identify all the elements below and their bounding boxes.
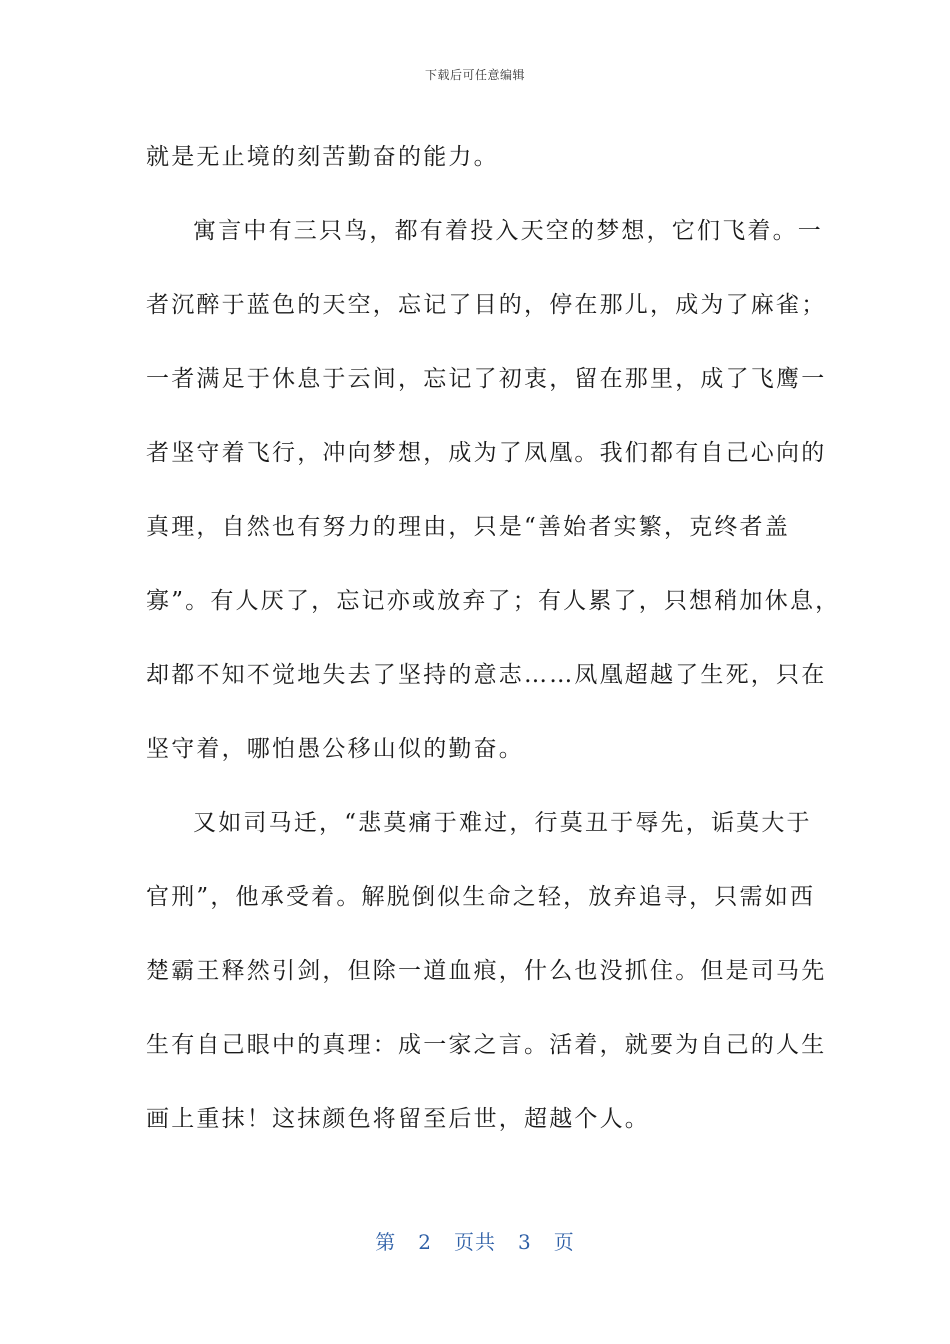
page-label-suffix: 页 [553,1230,575,1254]
text-line: 坚守着，哪怕愚公移山似的勤奋。 [146,736,524,762]
text-line: 就是无止境的刻苦勤奋的能力。 [146,144,499,170]
text-line: 者沉醉于蓝色的天空，忘记了目的，停在那儿，成为了麻雀； [146,292,827,318]
text-line: 官刑”，他承受着。解脱倒似生命之轻，放弃追寻，只需如西 [146,884,816,910]
document-body [146,120,841,1156]
text-line: 一者满足于休息于云间，忘记了初衷，留在那里，成了飞鹰一 [146,366,827,392]
paragraph-start-line: 又如司马迁，“悲莫痛于难过，行莫丑于辱先，诟莫大于 [193,810,812,836]
current-page-number: 2 [418,1230,432,1254]
text-line: 楚霸王释然引剑，但除一道血痕，什么也没抓住。但是司马先 [146,958,827,984]
total-pages-number: 3 [518,1230,532,1254]
text-line: 真理，自然也有努力的理由，只是“善始者实繁，克终者盖 [146,514,790,540]
text-line: 者坚守着飞行，冲向梦想，成为了凤凰。我们都有自己心向的 [146,440,827,466]
text-line: 生有自己眼中的真理：成一家之言。活着，就要为自己的人生 [146,1032,827,1058]
page-label-middle: 页共 [454,1230,496,1254]
page-label-prefix: 第 [375,1230,397,1254]
text-line: 却都不知不觉地失去了坚持的意志……凤凰超越了生死，只在 [146,662,827,688]
page-footer [0,1226,950,1255]
paragraph-start-line: 寓言中有三只鸟，都有着投入天空的梦想，它们飞着。一 [193,218,823,244]
text-line: 画上重抹！这抹颜色将留至后世，超越个人。 [146,1106,650,1132]
text-line: 寡”。有人厌了，忘记亦或放弃了；有人累了，只想稍加休息， [146,588,841,614]
page-header: 下载后可任意编辑 [424,68,525,82]
